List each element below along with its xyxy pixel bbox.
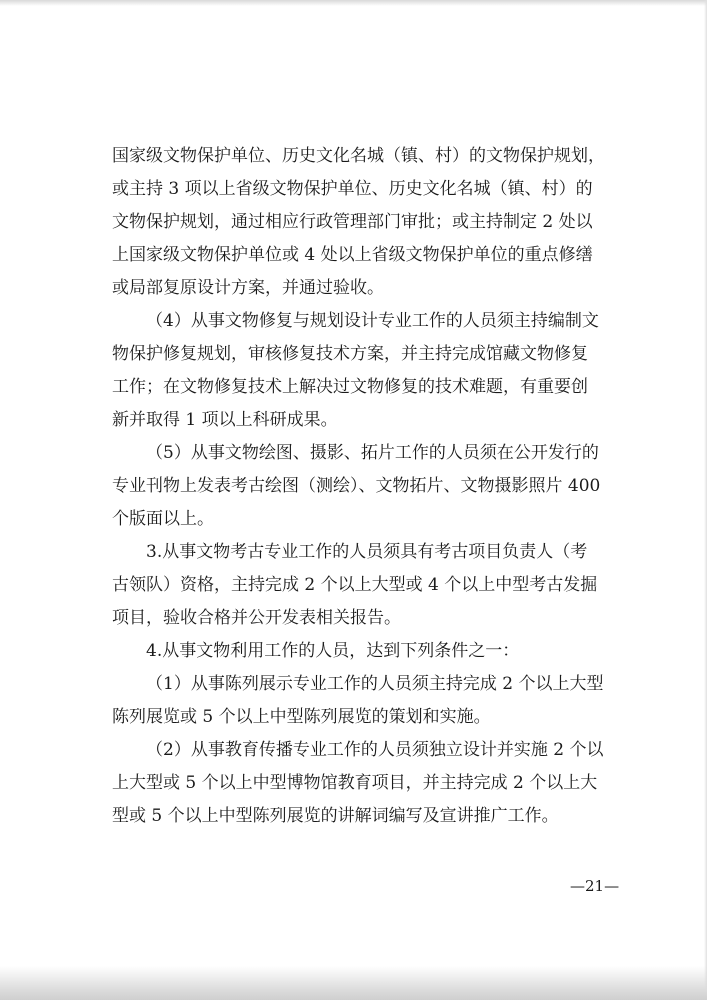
text-line: 国家级文物保护单位、历史文化名城（镇、村）的文物保护规划， <box>112 146 605 166</box>
scan-edge-top <box>0 0 707 6</box>
text-line: 或局部复原设计方案，并通过验收。 <box>112 278 384 298</box>
paragraph-start-line: （2）从事教育传播专业工作的人员须独立设计并实施 2 个以 <box>146 740 604 760</box>
paragraph-start-line: 3.从事文物考古专业工作的人员须具有考古项目负责人（考 <box>146 542 588 562</box>
scan-edge-bottom <box>0 966 707 1000</box>
text-line: 文物保护规划，通过相应行政管理部门审批；或主持制定 2 处以 <box>112 212 593 232</box>
paragraph-start-line: （1）从事陈列展示专业工作的人员须主持完成 2 个以上大型 <box>146 674 604 694</box>
text-line: 物保护修复规划，审核修复技术方案，并主持完成馆藏文物修复 <box>112 344 588 364</box>
document-body <box>112 140 632 833</box>
text-line: 陈列展览或 5 个以上中型陈列展览的策划和实施。 <box>112 707 491 727</box>
text-line: 新并取得 1 项以上科研成果。 <box>112 410 338 430</box>
text-line: 上国家级文物保护单位或 4 处以上省级文物保护单位的重点修缮 <box>112 245 593 265</box>
text-line: 专业刊物上发表考古绘图（测绘）、文物拓片、文物摄影照片 400 <box>112 476 601 496</box>
text-line: 个版面以上。 <box>112 509 214 529</box>
paragraph-start-line: （4）从事文物修复与规划设计专业工作的人员须主持编制文 <box>146 311 599 331</box>
paragraph-start-line: （5）从事文物绘图、摄影、拓片工作的人员须在公开发行的 <box>146 443 599 463</box>
page-number: —21— <box>570 877 620 895</box>
text-line: 或主持 3 项以上省级文物保护单位、历史文化名城（镇、村）的 <box>112 179 593 199</box>
text-line: 型或 5 个以上中型陈列展览的讲解词编写及宣讲推广工作。 <box>112 806 559 826</box>
text-line: 上大型或 5 个以上中型博物馆教育项目，并主持完成 2 个以上大 <box>112 773 598 793</box>
text-line: 项目，验收合格并公开发表相关报告。 <box>112 608 401 628</box>
text-line: 古领队）资格，主持完成 2 个以上大型或 4 个以上中型考古发掘 <box>112 575 598 595</box>
paragraph-start-line: 4.从事文物利用工作的人员，达到下列条件之一： <box>146 641 520 661</box>
text-line: 工作；在文物修复技术上解决过文物修复的技术难题，有重要创 <box>112 377 588 397</box>
